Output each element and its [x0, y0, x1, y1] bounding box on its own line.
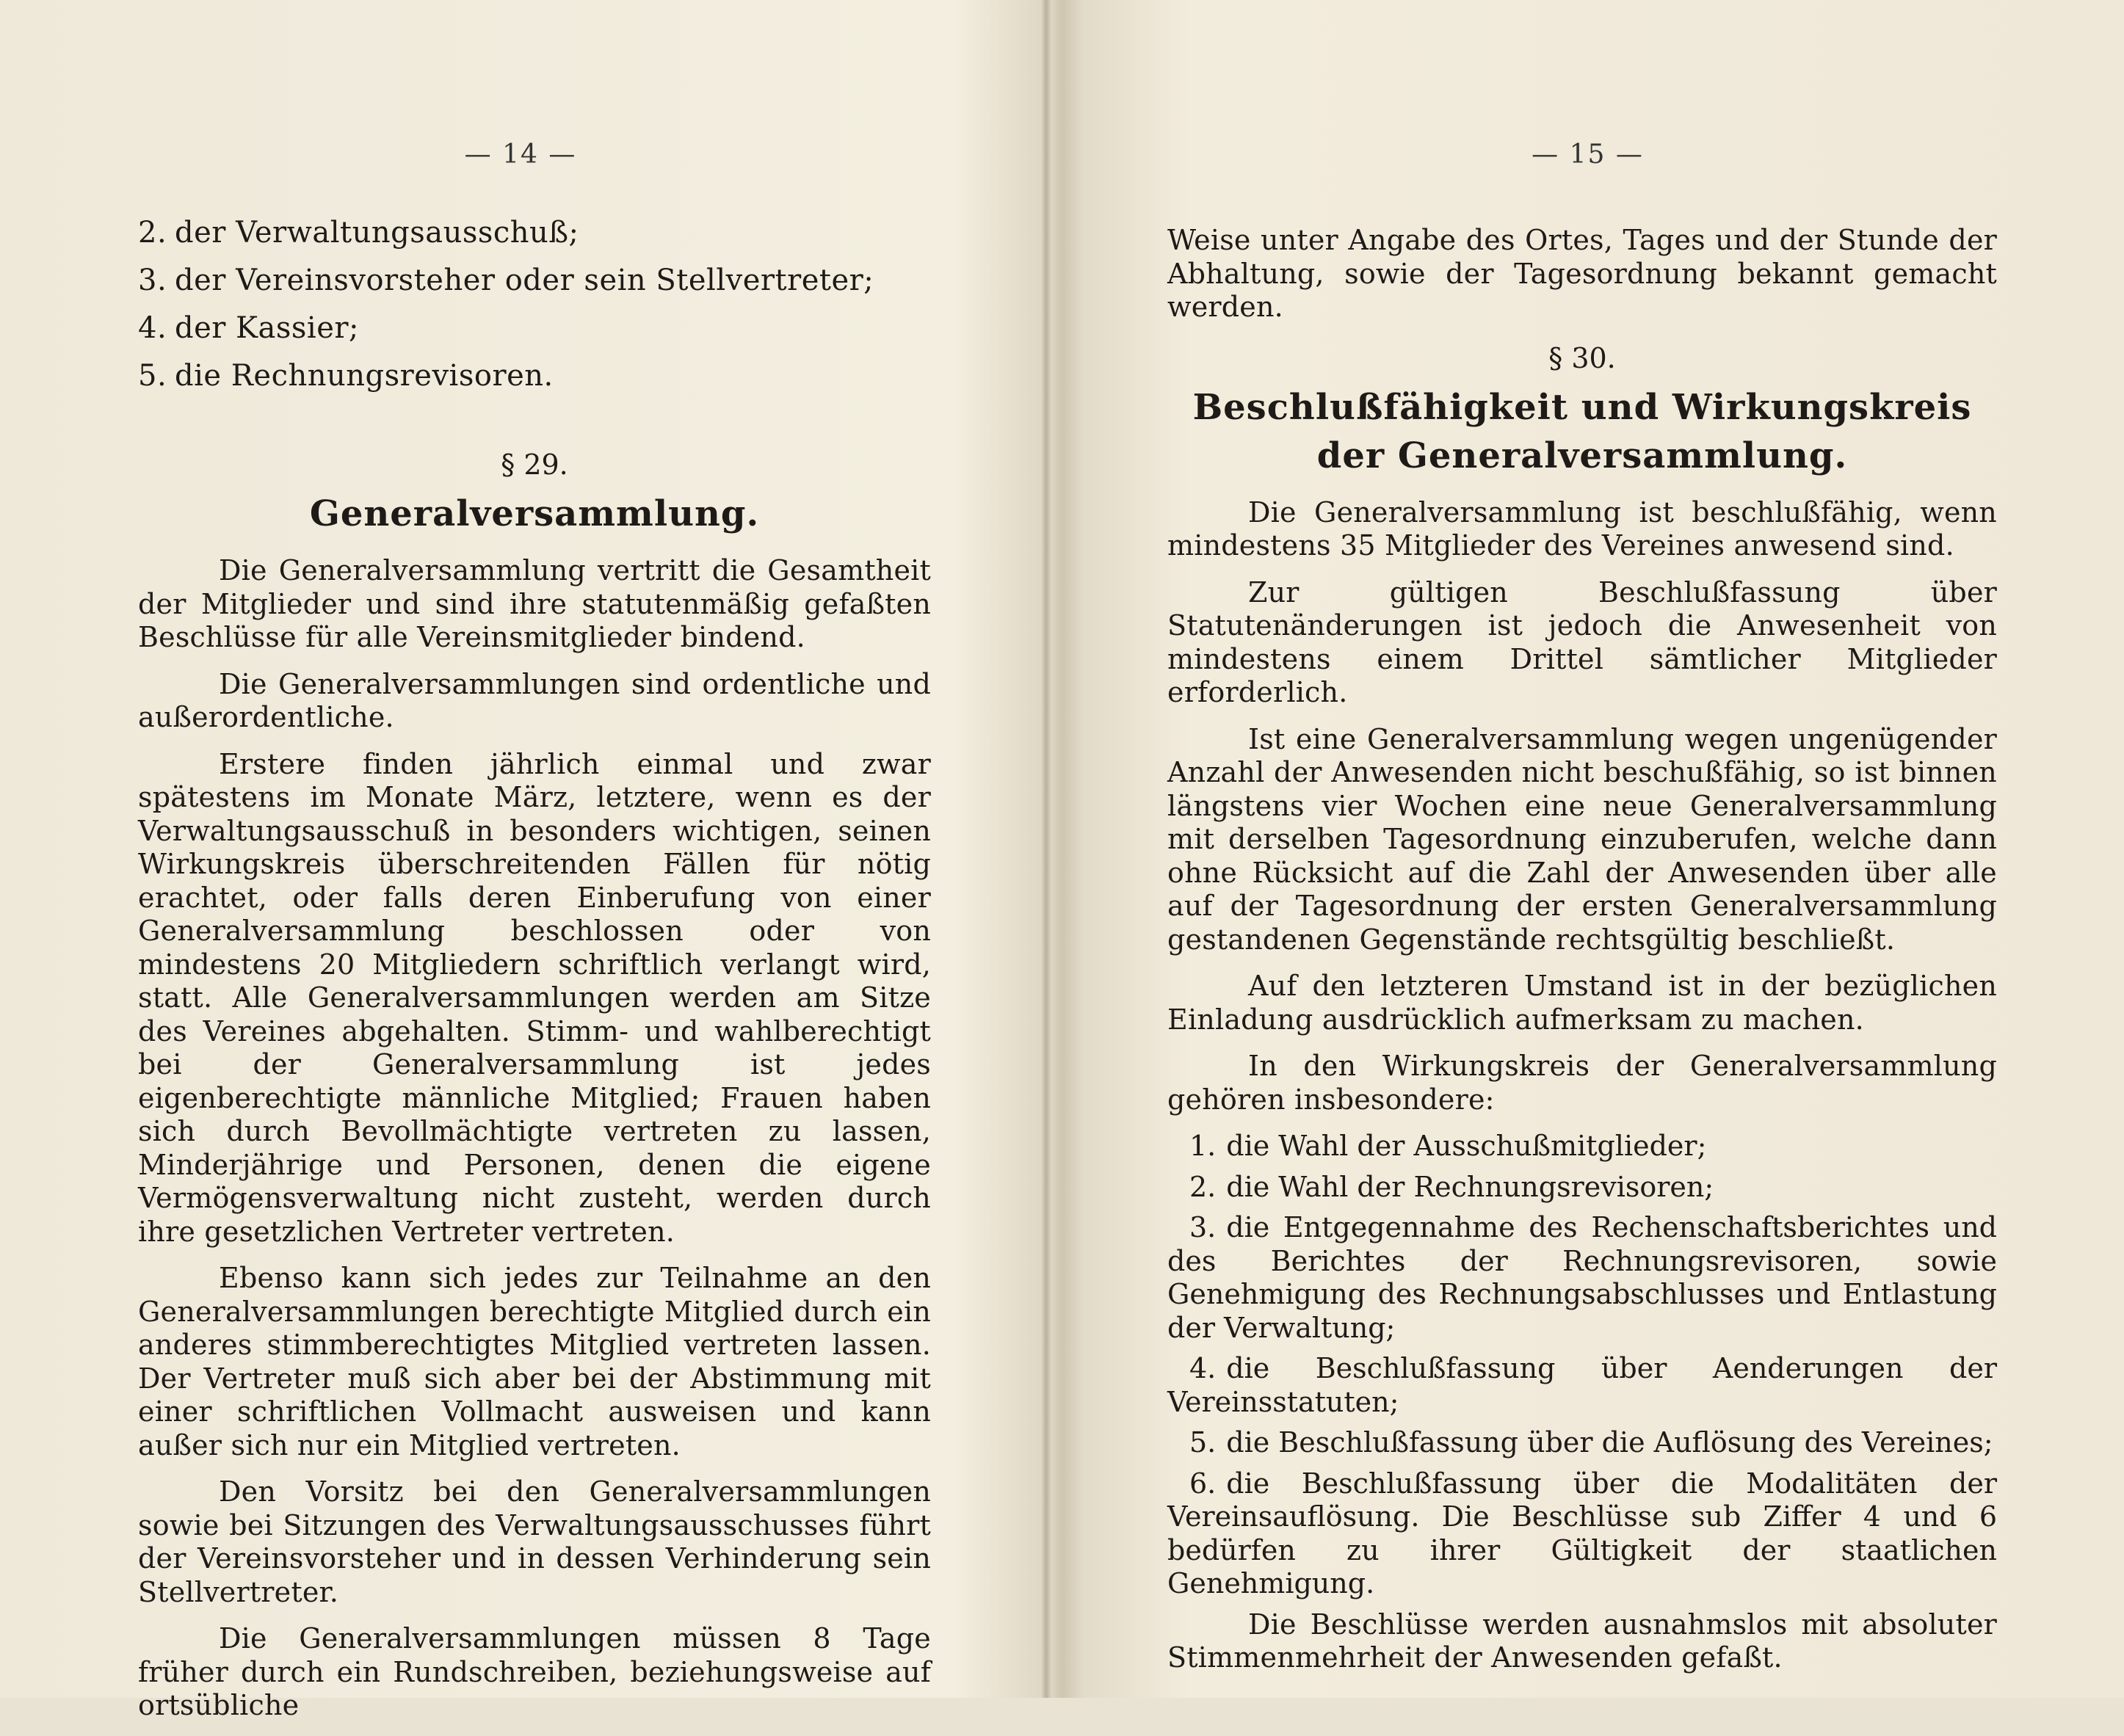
item-text: die Wahl der Ausschußmitglieder; [1226, 1130, 1707, 1162]
paragraph: Den Vorsitz bei den Generalversammlungen sowie bei Sitzungen des Verwaltungsausschusses führt der Vereinsvorsteher und in dessen Verhinderung sein Stellvertreter. [138, 1475, 931, 1608]
paragraph: Ist eine Generalversammlung wegen ungenügender Anzahl der Anwesenden nicht beschußfähig, so ist binnen längstens vier Wochen eine neue Generalversammlung mit derselben Tagesordnung einzuberufen, welche dann ohne Rücksicht auf die Zahl der Anwesenden über alle auf der Tagesordnung der ersten Generalversammlung gestandenen Gegenstände rechtsgültig beschließt. [1167, 722, 1997, 956]
list-text: der Verwaltungsausschuß; [175, 216, 579, 250]
paragraph: Die Generalversammlungen sind ordentliche und außerordentliche. [138, 667, 931, 733]
page-number: — 15 — [1532, 139, 1644, 170]
list-number: 4. [138, 311, 167, 345]
list-item [138, 305, 931, 352]
section-number: § 29. [501, 448, 568, 481]
paragraph: Die Beschlüsse werden ausnahmslos mit absoluter Stimmenmehrheit der Anwesenden gefaßt. [1167, 1608, 1997, 1674]
section-number: § 30. [1548, 341, 1616, 374]
paragraph: Die Generalversammlung vertritt die Gesamtheit der Mitglieder und sind ihre statutenmäßig gefaßten Beschlüsse für alle Vereinsmitglieder bindend. [138, 554, 931, 653]
item-number: 1. [1189, 1130, 1217, 1162]
item-text: die Wahl der Rechnungsrevisoren; [1226, 1170, 1714, 1203]
list-text: die Rechnungsrevisoren. [175, 359, 554, 393]
list-item [138, 352, 931, 400]
paragraph: Erstere finden jährlich einmal und zwar spätestens im Monate März, letztere, wenn es der Verwaltungsausschuß in besonders wichtigen, seinen Wirkungskreis überschreitenden Fällen für nötig erachtet, oder falls deren Einberufung von einer Generalversammlung beschlossen oder von mindestens 20 Mitgliedern schriftlich verlangt wird, statt. Alle Generalversammlungen werden am Sitze des Vereines abgehalten. Stimm- und wahlberechtigt bei der Generalversammlung ist jedes eigenberechtigte männliche Mitglied; Frauen haben sich durch Bevollmächtigte vertreten zu lassen, Minderjährige und Personen, denen die eigene Vermögensverwaltung nicht zusteht, werden durch ihre gesetzlichen Vertreter vertreten. [138, 747, 931, 1248]
list-text: der Vereinsvorsteher oder sein Stellvertreter; [175, 264, 874, 297]
item-text: die Beschlußfassung über die Modalitäten der Vereinsauflösung. Die Beschlüsse sub Ziffer 4 und 6 bedürfen zu ihrer Gültigkeit der staatlichen Genehmigung. [1167, 1467, 1997, 1599]
list-item [138, 209, 931, 257]
section-title: Beschlußfähigkeit und Wirkungskreis der Generalversammlung. [1192, 386, 1972, 476]
paragraph: Die Generalversammlungen müssen 8 Tage früher durch ein Rundschreiben, beziehungsweise auf ortsübliche [138, 1622, 931, 1721]
item-number: 2. [1189, 1170, 1217, 1203]
right-column [1167, 224, 1997, 1688]
list-number: 2. [138, 216, 167, 250]
paragraph: In den Wirkungskreis der Generalversammlung gehören insbesondere: [1167, 1050, 1997, 1116]
numbered-item [1167, 1211, 1997, 1345]
right-page [1051, 0, 2124, 1698]
item-text: die Beschlußfassung über die Auflösung des Vereines; [1226, 1426, 1993, 1459]
item-number: 5. [1189, 1426, 1217, 1459]
numbered-item [1167, 1352, 1997, 1419]
left-column [138, 209, 931, 1736]
book-gutter [1041, 0, 1051, 1698]
numbered-item [1167, 1426, 1997, 1460]
list-text: der Kassier; [175, 311, 359, 345]
list-number: 3. [138, 264, 167, 297]
item-number: 3. [1189, 1211, 1217, 1243]
section-title: Generalversammlung. [309, 493, 760, 534]
page-number: — 14 — [464, 139, 577, 170]
list-number: 5. [138, 359, 167, 393]
numbered-item [1167, 1130, 1997, 1163]
paragraph-continuation: Weise unter Angabe des Ortes, Tages und der Stunde der Abhaltung, sowie der Tagesordnung bekannt gemacht werden. [1167, 224, 1997, 323]
numbered-item [1167, 1171, 1997, 1205]
paragraph: Ebenso kann sich jedes zur Teilnahme an den Generalversammlungen berechtigte Mitglied durch ein anderes stimmberechtigtes Mitglied vertreten lassen. Der Vertreter muß sich aber bei der Abstimmung mit einer schriftlichen Vollmacht ausweisen und kann außer sich nur ein Mitglied vertreten. [138, 1262, 931, 1461]
item-number: 6. [1189, 1467, 1217, 1500]
numbered-item [1167, 1467, 1997, 1601]
item-text: die Beschlußfassung über Aenderungen der Vereinsstatuten; [1167, 1352, 1997, 1418]
item-text: die Entgegennahme des Rechenschaftsberichtes und des Berichtes der Rechnungsrevisoren, sowie Genehmigung des Rechnungsabschlusses und Entlastung der Verwaltung; [1167, 1211, 1997, 1344]
paragraph: Zur gültigen Beschlußfassung über Statutenänderungen ist jedoch die Anwesenheit von mindestens einem Drittel sämtlicher Mitglieder erforderlich. [1167, 575, 1997, 708]
left-page [0, 0, 1041, 1721]
item-number: 4. [1189, 1352, 1217, 1384]
paragraph: Auf den letzteren Umstand ist in der bezüglichen Einladung ausdrücklich aufmerksam zu machen. [1167, 970, 1997, 1036]
list-item [138, 257, 931, 305]
paragraph: Die Generalversammlung ist beschlußfähig, wenn mindestens 35 Mitglieder des Vereines anwesend sind. [1167, 495, 1997, 562]
